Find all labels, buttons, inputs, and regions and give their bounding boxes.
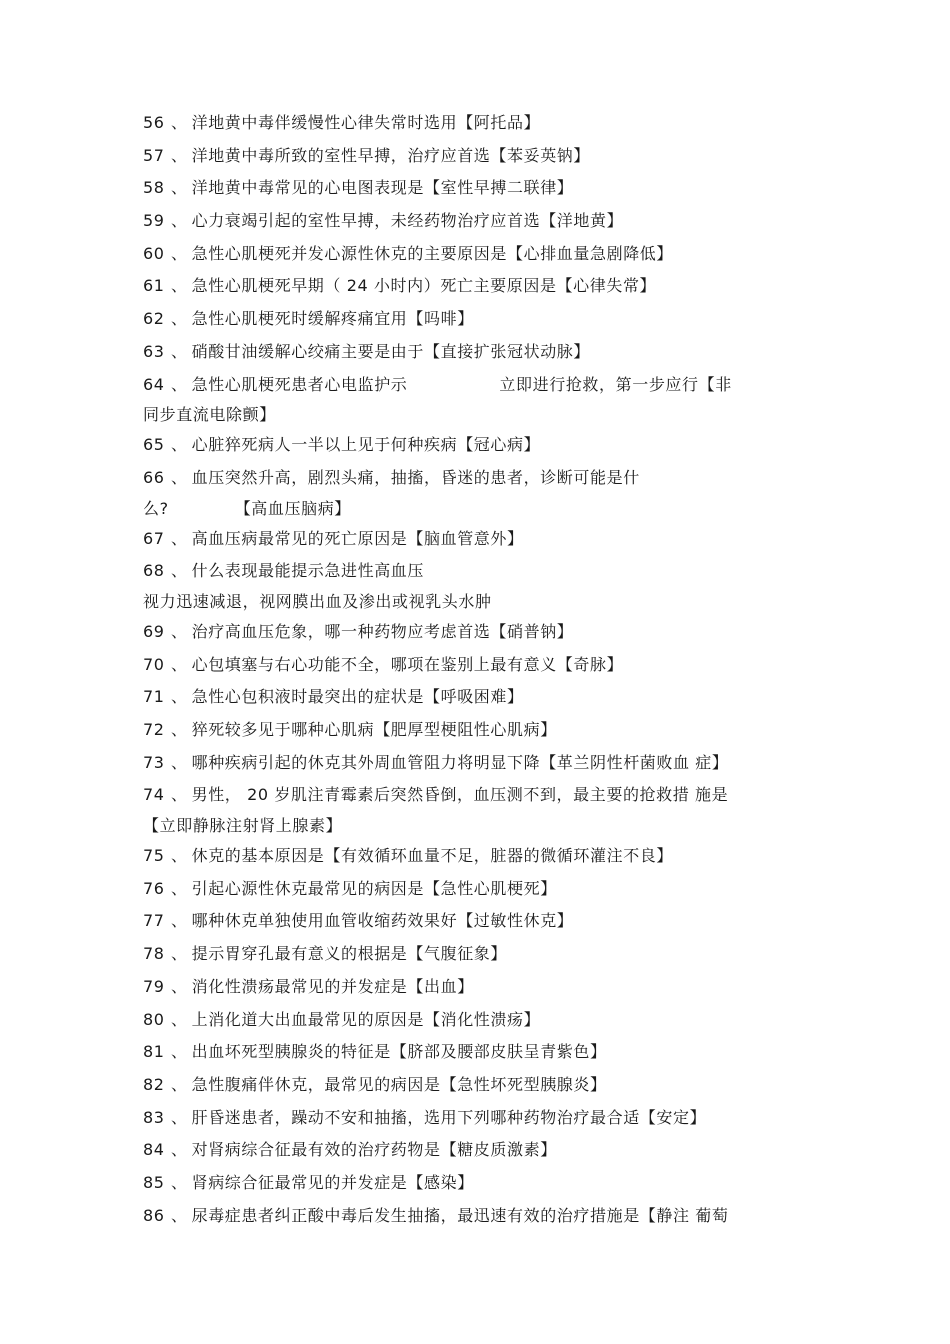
list-item <box>143 205 823 238</box>
item-number: 69 <box>143 621 165 641</box>
list-item <box>143 429 823 462</box>
item-number: 78 <box>143 944 165 964</box>
item-separator: 、 <box>171 944 188 964</box>
item-number: 77 <box>143 911 165 931</box>
item-text: 提示胃穿孔最有意义的根据是【气腹征象】 <box>191 944 508 964</box>
item-separator: 、 <box>171 720 188 739</box>
item-number: 80 <box>143 1009 165 1029</box>
item-number: 66 <box>143 467 165 487</box>
list-item <box>143 523 823 556</box>
list-item <box>143 1200 823 1233</box>
item-separator: 、 <box>171 1042 188 1062</box>
item-number: 76 <box>143 878 165 898</box>
list-item <box>143 1036 823 1069</box>
list-item <box>143 681 823 714</box>
item-separator: 、 <box>171 467 188 487</box>
item-number: 60 <box>143 243 165 263</box>
item-number: 74 <box>143 785 165 805</box>
list-item <box>143 270 823 303</box>
list-item <box>143 1004 823 1037</box>
item-number: 85 <box>143 1172 165 1192</box>
item-text: 消化性溃疡最常见的并发症是【出血】 <box>191 976 474 996</box>
list-item <box>143 873 823 906</box>
item-separator: 、 <box>171 911 188 931</box>
item-text: 急性心肌梗死时缓解疼痛宜用【吗啡】 <box>191 309 474 329</box>
item-separator: 、 <box>171 1205 188 1225</box>
item-number: 75 <box>143 846 165 866</box>
list-item-continuation <box>143 588 823 616</box>
item-number: 82 <box>143 1074 165 1094</box>
item-text-wrap: 么? <box>143 498 169 518</box>
list-item-continuation <box>143 812 823 840</box>
item-number: 86 <box>143 1205 165 1225</box>
item-separator: 、 <box>171 243 188 263</box>
item-text: 急性心肌梗死患者心电监护示 <box>191 374 408 394</box>
item-number: 83 <box>143 1107 165 1127</box>
item-separator: 、 <box>171 374 188 394</box>
list-item <box>143 462 823 495</box>
question-list <box>143 107 823 1232</box>
item-text: 尿毒症患者纠正酸中毒后发生抽搐，最迅速有效的治疗措施是【静注 葡萄 <box>191 1205 729 1225</box>
item-text: 心脏猝死病人一半以上见于何种疾病【冠心病】 <box>191 435 541 455</box>
item-number: 61 <box>143 276 165 296</box>
item-separator: 、 <box>171 621 188 641</box>
item-separator: 、 <box>171 145 188 165</box>
item-text: 血压突然升高，剧烈头痛，抽搐，昏迷的患者，诊断可能是什 <box>191 467 640 487</box>
list-item <box>143 336 823 369</box>
item-text: 洋地黄中毒所致的室性早搏，治疗应首选【苯妥英钠】 <box>191 145 591 165</box>
list-item <box>143 905 823 938</box>
item-separator: 、 <box>171 113 188 132</box>
item-separator: 、 <box>171 341 188 361</box>
item-text: 出血坏死型胰腺炎的特征是【脐部及腰部皮肤呈青紫色】 <box>191 1042 607 1062</box>
list-item <box>143 747 823 780</box>
list-item <box>143 1134 823 1167</box>
list-item <box>143 649 823 682</box>
item-text-wrap: 【立即静脉注射肾上腺素】 <box>143 816 343 836</box>
list-item-continuation <box>143 401 823 429</box>
item-separator: 、 <box>171 846 188 866</box>
item-separator: 、 <box>171 1074 188 1094</box>
item-separator: 、 <box>171 178 188 198</box>
item-number: 71 <box>143 687 165 707</box>
list-item <box>143 238 823 271</box>
item-text: 心力衰竭引起的室性早搏，未经药物治疗应首选【洋地黄】 <box>191 211 624 231</box>
item-text: 猝死较多见于哪种心肌病【肥厚型梗阻性心肌病】 <box>191 720 557 739</box>
item-separator: 、 <box>171 878 188 898</box>
list-item <box>143 938 823 971</box>
item-text: 急性心肌梗死早期（ 24 小时内）死亡主要原因是【心律失常】 <box>191 276 657 296</box>
item-number: 73 <box>143 752 165 772</box>
list-item <box>143 140 823 173</box>
item-text: 休克的基本原因是【有效循环血量不足，脏器的微循环灌注不良】 <box>191 846 674 866</box>
item-text: 肝昏迷患者，躁动不安和抽搐，选用下列哪种药物治疗最合适【安定】 <box>191 1107 707 1127</box>
item-separator: 、 <box>171 528 188 548</box>
item-text: 洋地黄中毒伴缓慢性心律失常时选用【阿托品】 <box>191 113 541 132</box>
list-item <box>143 172 823 205</box>
item-number: 65 <box>143 435 165 455</box>
item-text: 什么表现最能提示急进性高血压 <box>191 561 425 581</box>
item-text: 引起心源性休克最常见的病因是【急性心肌梗死】 <box>191 878 557 898</box>
item-text-wrap: 同步直流电除颤】 <box>143 405 276 425</box>
item-text: 洋地黄中毒常见的心电图表现是【室性早搏二联律】 <box>191 178 574 198</box>
item-separator: 、 <box>171 976 188 996</box>
list-item <box>143 369 823 402</box>
item-separator: 、 <box>171 785 188 805</box>
list-item <box>143 1167 823 1200</box>
item-answer: 【高血压脑病】 <box>234 498 351 518</box>
item-separator: 、 <box>171 1172 188 1192</box>
item-text: 肾病综合征最常见的并发症是【感染】 <box>191 1172 474 1192</box>
item-number: 63 <box>143 341 165 361</box>
item-number: 79 <box>143 976 165 996</box>
item-separator: 、 <box>171 561 188 581</box>
item-separator: 、 <box>171 276 188 296</box>
list-item <box>143 714 823 747</box>
item-separator: 、 <box>171 1107 188 1127</box>
list-item <box>143 971 823 1004</box>
item-number: 57 <box>143 145 165 165</box>
item-text: 哪种休克单独使用血管收缩药效果好【过敏性休克】 <box>191 911 574 931</box>
item-text: 急性心包积液时最突出的症状是【呼吸困难】 <box>191 687 524 707</box>
list-item <box>143 303 823 336</box>
item-text: 治疗高血压危象，哪一种药物应考虑首选【硝普钠】 <box>191 621 574 641</box>
item-text-continued: 立即进行抢救，第一步应行【非 <box>499 374 732 394</box>
item-number: 64 <box>143 374 165 394</box>
item-number: 81 <box>143 1042 165 1062</box>
item-number: 68 <box>143 561 165 581</box>
list-item <box>143 107 823 140</box>
item-number: 58 <box>143 178 165 198</box>
item-number: 67 <box>143 528 165 548</box>
item-separator: 、 <box>171 1140 188 1160</box>
item-separator: 、 <box>171 654 188 674</box>
item-text: 急性心肌梗死并发心源性休克的主要原因是【心排血量急剧降低】 <box>191 243 674 263</box>
item-separator: 、 <box>171 211 188 231</box>
item-separator: 、 <box>171 752 188 772</box>
item-number: 72 <box>143 720 165 739</box>
item-text: 男性， 20 岁肌注青霉素后突然昏倒，血压测不到，最主要的抢救措 施是 <box>191 785 729 805</box>
item-text: 高血压病最常见的死亡原因是【脑血管意外】 <box>191 528 524 548</box>
list-item <box>143 616 823 649</box>
item-number: 84 <box>143 1140 165 1160</box>
item-text: 上消化道大出血最常见的原因是【消化性溃疡】 <box>191 1009 541 1029</box>
list-item <box>143 779 823 812</box>
list-item-continuation <box>143 495 823 523</box>
item-number: 59 <box>143 211 165 231</box>
list-item <box>143 555 823 588</box>
item-text-wrap: 视力迅速减退，视网膜出血及渗出或视乳头水肿 <box>143 591 492 611</box>
item-text: 心包填塞与右心功能不全，哪项在鉴别上最有意义【奇脉】 <box>191 654 624 674</box>
item-text: 哪种疾病引起的休克其外周血管阻力将明显下降【革兰阴性杆菌败血 症】 <box>191 752 729 772</box>
item-number: 56 <box>143 113 165 132</box>
item-separator: 、 <box>171 1009 188 1029</box>
item-text: 急性腹痛伴休克，最常见的病因是【急性坏死型胰腺炎】 <box>191 1074 607 1094</box>
item-separator: 、 <box>171 309 188 329</box>
list-item <box>143 1069 823 1102</box>
item-number: 70 <box>143 654 165 674</box>
list-item <box>143 840 823 873</box>
item-text: 对肾病综合征最有效的治疗药物是【糖皮质激素】 <box>191 1140 557 1160</box>
item-separator: 、 <box>171 687 188 707</box>
list-item <box>143 1102 823 1135</box>
item-number: 62 <box>143 309 165 329</box>
item-text: 硝酸甘油缓解心绞痛主要是由于【直接扩张冠状动脉】 <box>191 341 591 361</box>
item-separator: 、 <box>171 435 188 455</box>
